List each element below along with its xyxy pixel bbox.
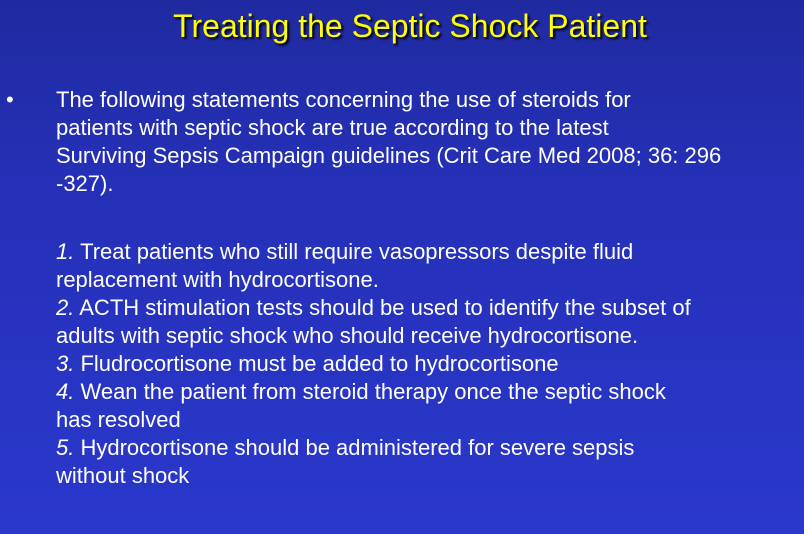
option-text: ACTH stimulation tests should be used to identify the subset of — [74, 295, 691, 320]
option-3 — [56, 350, 804, 378]
option-line — [56, 434, 804, 462]
option-number: 2. — [56, 295, 75, 320]
option-line: without shock — [56, 463, 190, 488]
slide-body — [56, 86, 804, 490]
option-line — [56, 238, 804, 266]
option-4 — [56, 378, 804, 434]
option-1 — [56, 238, 804, 294]
option-list — [56, 238, 804, 490]
intro-line: patients with septic shock are true according to the latest — [56, 115, 609, 140]
option-number: 4. — [56, 379, 75, 404]
slide-title: Treating the Septic Shock Patient — [173, 8, 647, 44]
option-number: 1. — [56, 239, 75, 264]
bullet-marker: • — [6, 87, 14, 112]
intro-statement — [56, 86, 804, 198]
option-text: Hydrocortisone should be administered for severe sepsis — [74, 435, 635, 460]
option-number: 3. — [56, 351, 75, 376]
option-line: adults with septic shock who should receive hydrocortisone. — [56, 323, 639, 348]
option-2 — [56, 294, 804, 350]
option-line — [56, 294, 804, 322]
option-text: Wean the patient from steroid therapy once the septic shock — [74, 379, 666, 404]
option-text: Fludrocortisone must be added to hydrocortisone — [74, 351, 559, 376]
option-line — [56, 350, 804, 378]
option-line — [56, 378, 804, 406]
intro-line: Surviving Sepsis Campaign guidelines (Crit Care Med 2008; 36: 296 — [56, 143, 722, 168]
option-5 — [56, 434, 804, 490]
option-number: 5. — [56, 435, 75, 460]
intro-line: -327). — [56, 171, 114, 196]
option-line: replacement with hydrocortisone. — [56, 267, 379, 292]
option-line: has resolved — [56, 407, 181, 432]
option-text: Treat patients who still require vasopressors despite fluid — [74, 239, 634, 264]
intro-line: The following statements concerning the use of steroids for — [56, 87, 631, 112]
